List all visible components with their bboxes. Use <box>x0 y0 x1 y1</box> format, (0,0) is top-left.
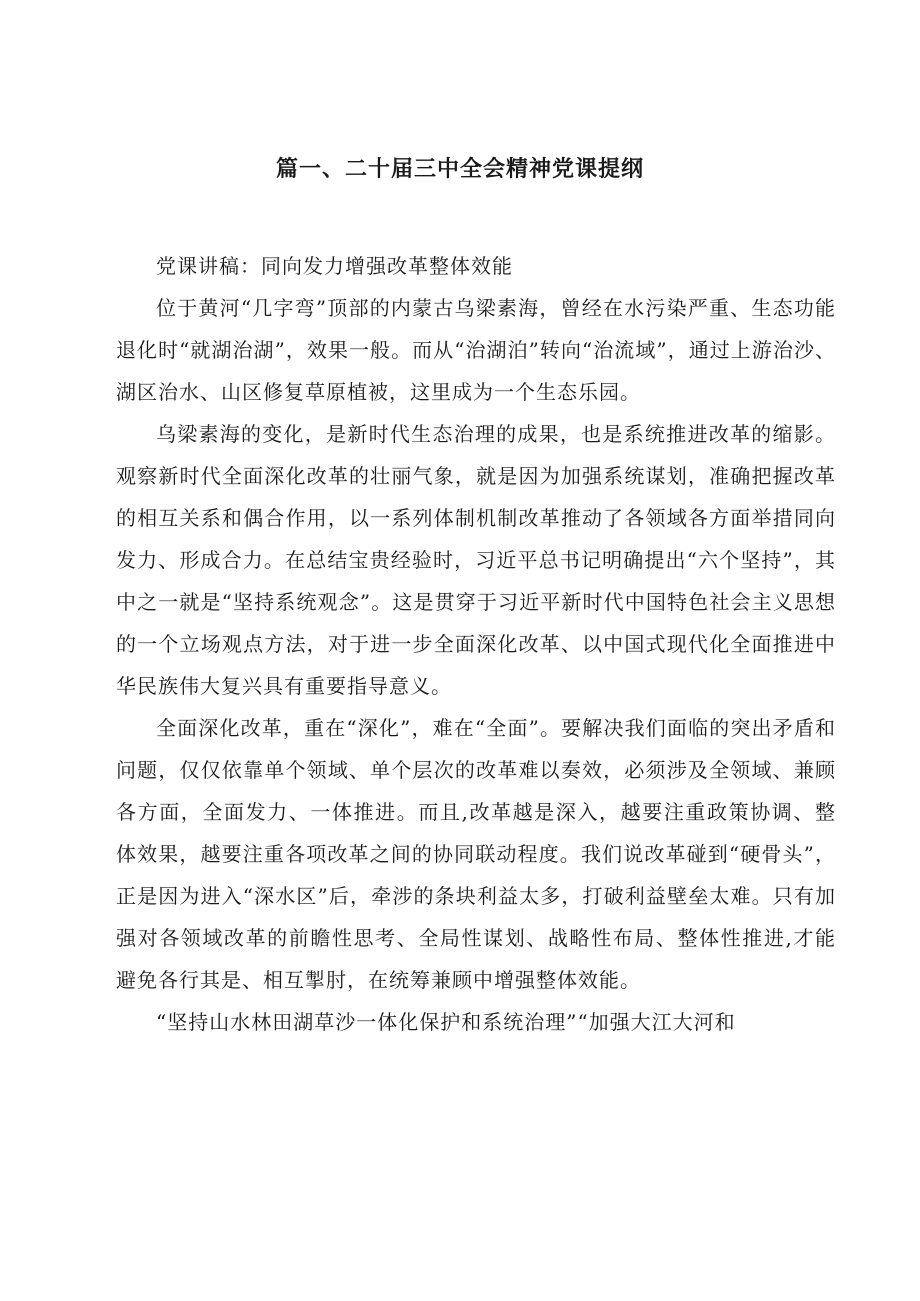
document-body <box>116 245 836 1043</box>
paragraph: 位于黄河“几字弯”顶部的内蒙古乌梁素海，曾经在水污染严重、生态功能退化时“就湖治湖”，效果一般。而从“治湖泊”转向“治流域”，通过上游治沙、湖区治水、山区修复草原植被，这里成为一个生态乐园。 <box>116 296 836 404</box>
paragraph: 全面深化改革，重在“深化”，难在“全面”。要解决我们面临的突出矛盾和问题，仅仅依靠单个领域、单个层次的改革难以奏效，必须涉及全领域、兼顾各方面，全面发力、一体推进。而且,改革越是深入，越要注重政策协调、整体效果，越要注重各项改革之间的协同联动程度。我们说改革碰到“硬骨头”，正是因为进入“深水区”后，牵涉的条块利益太多，打破利益壁垒太难。只有加强对各领域改革的前瞻性思考、全局性谋划、战略性布局、整体性推进,才能避免各行其是、相互掣肘，在统筹兼顾中增强整体效能。 <box>116 716 836 992</box>
document-title: 篇一、二十届三中全会精神党课提纲 <box>275 157 644 182</box>
lecture-heading: 党课讲稿：同向发力增强改革整体效能 <box>156 254 513 278</box>
paragraph: 乌梁素海的变化，是新时代生态治理的成果，也是系统推进改革的缩影。观察新时代全面深化改革的壮丽气象，就是因为加强系统谋划，准确把握改革的相互关系和偶合作用，以一系列体制机制改革推动了各领域各方面举措同向发力、形成合力。在总结宝贵经验时，习近平总书记明确提出“六个坚持”，其中之一就是“坚持系统观念”。这是贯穿于习近平新时代中国特色社会主义思想的一个立场观点方法，对于进一步全面深化改革、以中国式现代化全面推进中华民族伟大复兴具有重要指导意义。 <box>116 422 836 698</box>
paragraph: “坚持山水林田湖草沙一体化保护和系统治理”“加强大江大河和 <box>156 1010 736 1034</box>
